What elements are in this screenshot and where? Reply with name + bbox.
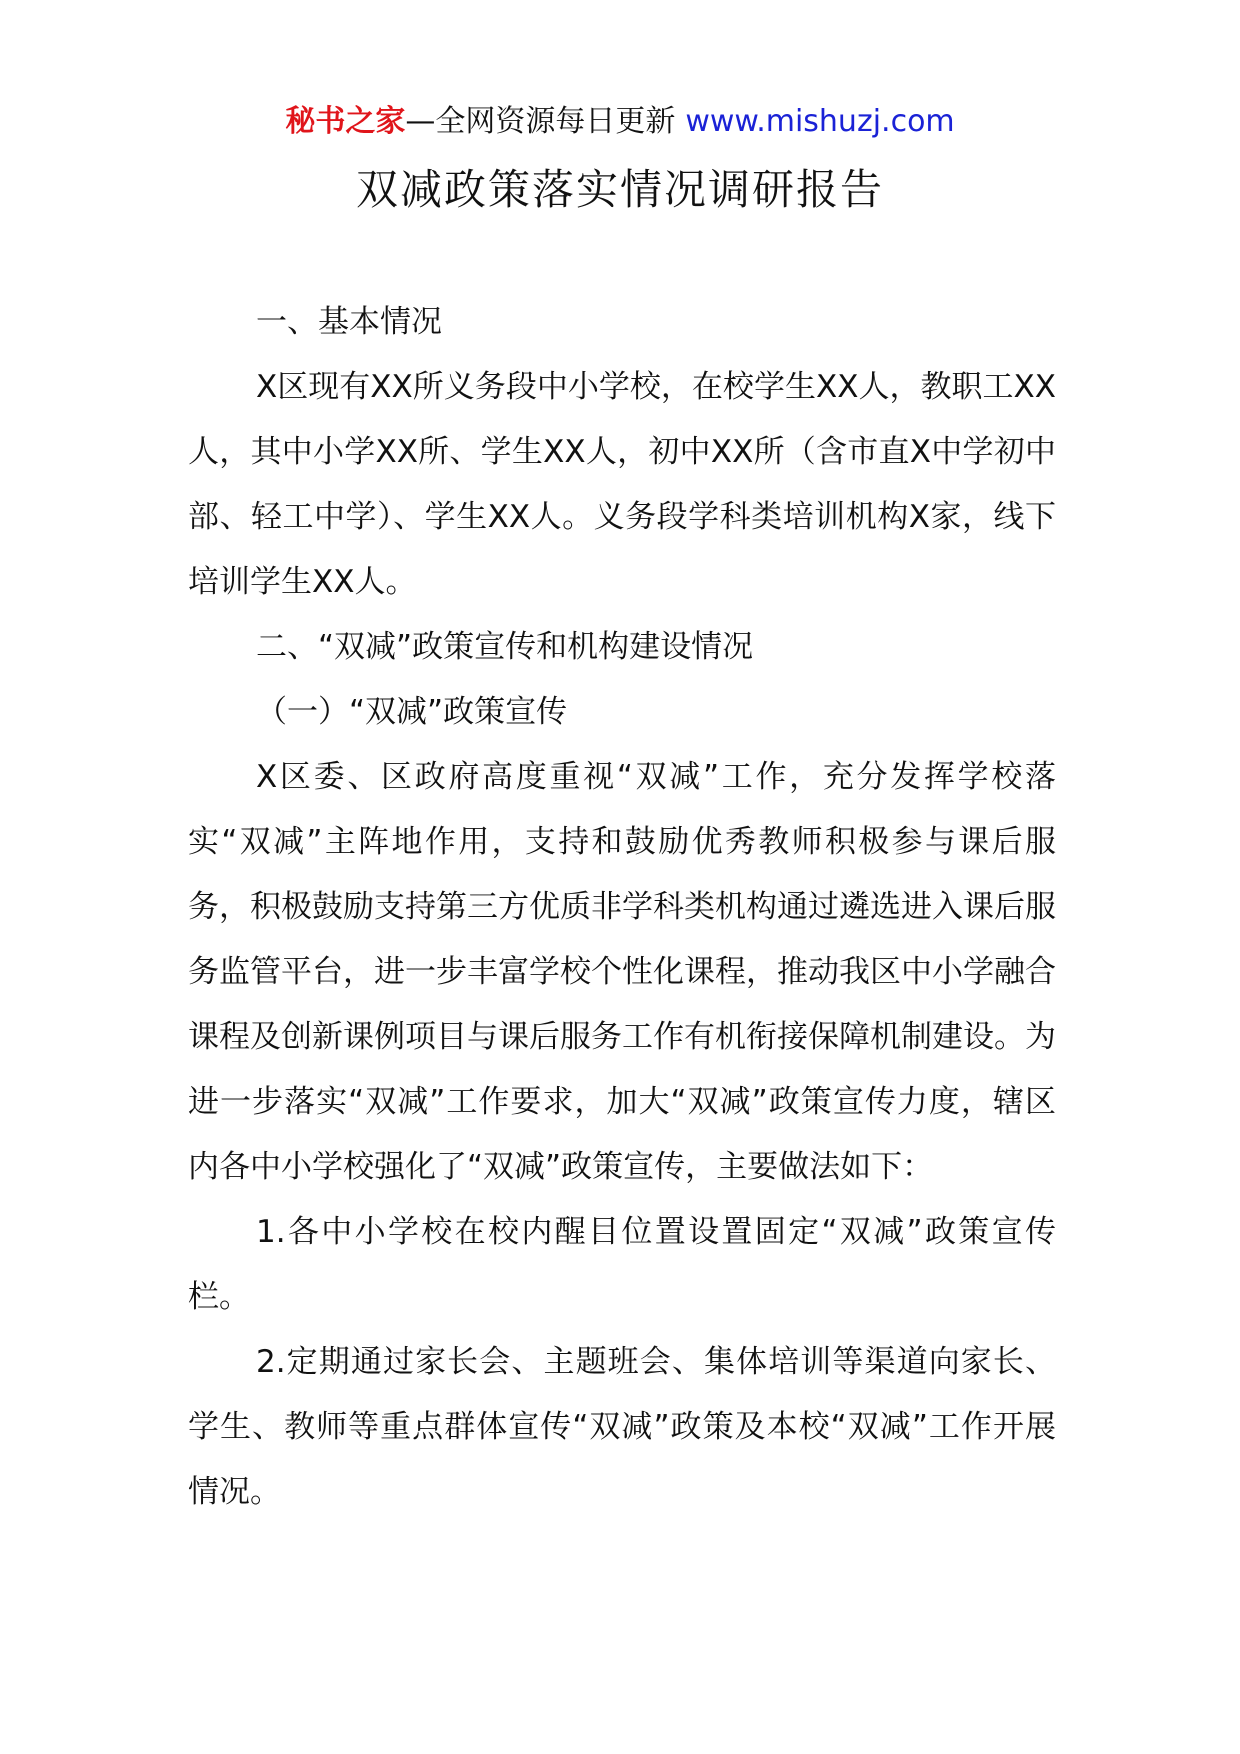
list-item-1: 1.各中小学校在校内醒目位置设置固定“双减”政策宣传栏。 xyxy=(188,1214,1056,1315)
brand-name: 秘书之家 xyxy=(285,104,406,139)
section-heading-policy: 二、“双减”政策宣传和机构建设情况 xyxy=(256,629,754,665)
document-title: 双减政策落实情况调研报告 xyxy=(355,165,884,214)
paragraph-promotion: X区委、区政府高度重视“双减”工作，充分发挥学校落实“双减”主阵地作用，支持和鼓励优秀教师积极参与课后服务，积极鼓励支持第三方优质非学科类机构通过遴选进入课后服务监管平台，进一步丰富学校个性化课程，推动我区中小学融合课程及创新课例项目与课后服务工作有机衔接保障机制建设。为进一步落实“双减”工作要求，加大“双减”政策宣传力度，辖区内各中小学校强化了“双减”政策宣传，主要做法如下： xyxy=(188,759,1056,1185)
list-item-2: 2.定期通过家长会、主题班会、集体培训等渠道向家长、学生、教师等重点群体宣传“双减”政策及本校“双减”工作开展情况。 xyxy=(188,1344,1056,1510)
paragraph-basic-info: X区现有XX所义务段中小学校，在校学生XX人，教职工XX人，其中小学XX所、学生XX人，初中XX所（含市直X中学初中部、轻工中学）、学生XX人。义务段学科类培训机构X家，线下培训学生XX人。 xyxy=(188,369,1056,600)
subsection-heading-promotion: （一）“双减”政策宣传 xyxy=(256,694,568,730)
site-header xyxy=(0,100,1240,144)
site-url-link[interactable]: www.mishuzj.com xyxy=(685,104,955,139)
document-body xyxy=(188,290,1056,1525)
section-heading-basic: 一、基本情况 xyxy=(256,304,442,340)
header-tagline: —全网资源每日更新 xyxy=(405,104,676,139)
